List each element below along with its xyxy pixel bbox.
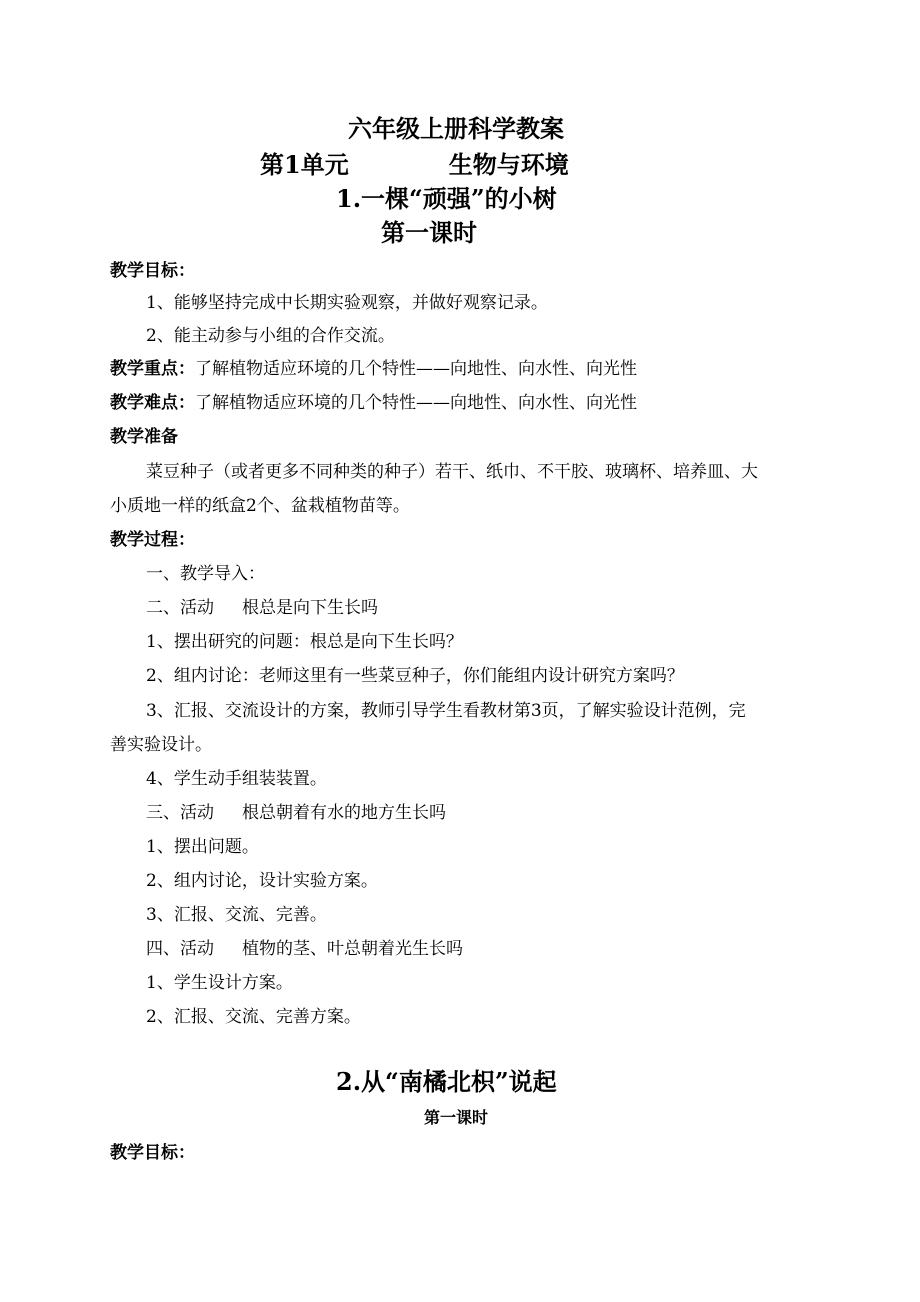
unit-heading bbox=[260, 151, 569, 179]
difficulty-label: 教学难点： bbox=[110, 393, 195, 413]
activity-item: 1、摆出研究的问题：根总是向下生长吗？ bbox=[146, 632, 463, 652]
activity-item: 3、汇报、交流、完善。 bbox=[146, 905, 327, 925]
activity-name: 根总朝着有水的地方生长吗 bbox=[242, 803, 446, 823]
activity-prefix: 四、活动 bbox=[146, 939, 214, 959]
lesson1-title: 1.一棵“顽强”的小树 bbox=[336, 184, 557, 213]
unit-label: 第1单元 bbox=[260, 150, 349, 179]
activity-item: 2、汇报、交流、完善方案。 bbox=[146, 1007, 361, 1027]
prep-text-line: 小质地一样的纸盒2个、盆栽植物苗等。 bbox=[110, 496, 410, 516]
goals-label: 教学目标： bbox=[110, 261, 195, 281]
key-text: 了解植物适应环境的几个特性——向地性、向水性、向光性 bbox=[195, 359, 637, 379]
activity-prefix: 三、活动 bbox=[146, 803, 214, 823]
activity-heading bbox=[146, 803, 446, 823]
process-label: 教学过程： bbox=[110, 530, 195, 550]
difficulty-text: 了解植物适应环境的几个特性——向地性、向水性、向光性 bbox=[195, 393, 637, 413]
document-title: 六年级上册科学教案 bbox=[348, 114, 564, 143]
activity-item: 2、组内讨论：老师这里有一些菜豆种子，你们能组内设计研究方案吗？ bbox=[146, 666, 684, 686]
goal-item: 2、能主动参与小组的合作交流。 bbox=[146, 326, 395, 346]
prep-text-line: 菜豆种子（或者更多不同种类的种子）若干、纸巾、不干胶、玻璃杯、培养皿、大 bbox=[146, 462, 758, 482]
activity-prefix: 二、活动 bbox=[146, 598, 214, 618]
activity-name: 根总是向下生长吗 bbox=[242, 598, 378, 618]
goal-item: 1、能够坚持完成中长期实验观察，并做好观察记录。 bbox=[146, 293, 548, 313]
activity-item: 3、汇报、交流设计的方案，教师引导学生看教材第3页，了解实验设计范例，完 bbox=[146, 701, 746, 721]
activity-heading bbox=[146, 939, 463, 959]
activity-heading bbox=[146, 598, 378, 618]
activity-item: 4、学生动手组装装置。 bbox=[146, 769, 327, 789]
activity-item: 1、摆出问题。 bbox=[146, 837, 259, 857]
key-label: 教学重点： bbox=[110, 359, 195, 379]
lesson2-goals-label: 教学目标： bbox=[110, 1143, 195, 1163]
process-step: 一、教学导入： bbox=[146, 564, 265, 584]
key-points bbox=[110, 359, 637, 379]
prep-label: 教学准备 bbox=[110, 427, 178, 447]
difficulty-points bbox=[110, 393, 637, 413]
unit-name: 生物与环境 bbox=[448, 150, 569, 179]
lesson2-title: 2.从“南橘北枳”说起 bbox=[336, 1067, 557, 1096]
lesson1-period: 第一课时 bbox=[381, 218, 477, 247]
activity-item: 1、学生设计方案。 bbox=[146, 973, 293, 993]
lesson2-period: 第一课时 bbox=[424, 1108, 489, 1127]
activity-item-continued: 善实验设计。 bbox=[110, 735, 212, 755]
activity-name: 植物的茎、叶总朝着光生长吗 bbox=[242, 939, 463, 959]
activity-item: 2、组内讨论，设计实验方案。 bbox=[146, 871, 378, 891]
